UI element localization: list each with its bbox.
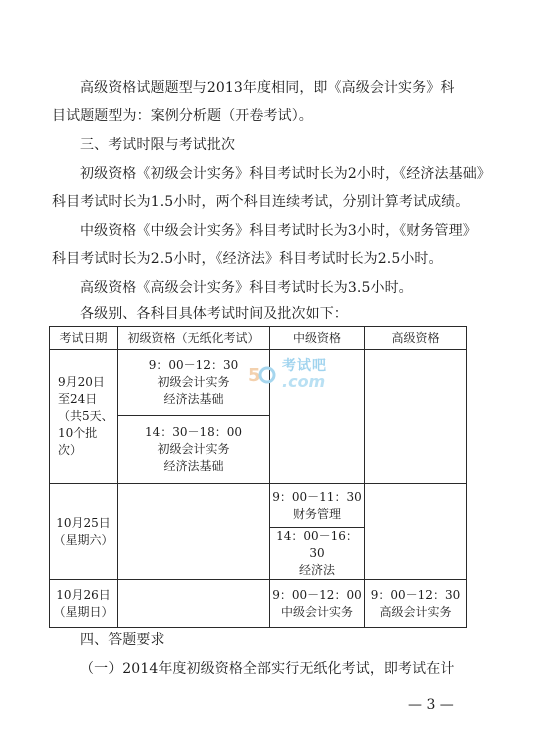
watermark-logo-icon (248, 361, 278, 387)
intermediate-session-cell (270, 580, 365, 628)
subject-name: 中级会计实务 (280, 604, 353, 619)
paragraph-line: 各级别、各科目具体考试时间及批次如下： (80, 306, 348, 322)
intermediate-session-cell (270, 528, 365, 580)
subject-name: 经济法 (298, 563, 335, 577)
date-cell: 9月20日至24日（共5天、10个批次） (50, 350, 118, 484)
subject-name: 经济法基础 (163, 459, 224, 473)
session-time: 9：00－12：30 (148, 358, 239, 372)
subject-name: 高级会计实务 (379, 604, 452, 619)
section-heading: 三、考试时限与考试批次 (80, 137, 236, 153)
table-header-cell: 中级资格 (270, 327, 365, 350)
subject-name: 初级会计实务 (157, 442, 230, 456)
paragraph-line: 科目考试时长为2.5小时，《经济法》科目考试时长为2.5小时。 (52, 251, 443, 267)
subject-name: 初级会计实务 (157, 375, 230, 389)
session-time: 14：30－18：00 (144, 425, 243, 439)
svg-text:5: 5 (248, 365, 261, 386)
paragraph-line: 高级资格《高级会计实务》科目考试时长为3.5小时。 (80, 280, 413, 296)
empty-cell (365, 484, 467, 580)
empty-cell (118, 484, 270, 580)
date-line: 10月25日 (56, 515, 111, 530)
session-time: 9：00－12：00 (272, 587, 362, 602)
page-number: — 3 — (408, 697, 454, 713)
table-header-cell: 考试日期 (50, 327, 118, 350)
table-header-cell: 高级资格 (365, 327, 467, 350)
empty-cell (365, 350, 467, 484)
session-time: 14：00－16：30 (276, 529, 358, 560)
section-heading: 四、答题要求 (80, 632, 165, 648)
weekday-line: （星期日） (53, 604, 114, 619)
primary-session-cell (118, 416, 270, 484)
paragraph-line: （一）2014年度初级资格全部实行无纸化考试，即考试在计 (80, 661, 455, 677)
watermark (248, 355, 360, 395)
senior-session-cell (365, 580, 467, 628)
session-time: 9：00－12：30 (370, 587, 461, 602)
intermediate-session-cell (270, 484, 365, 528)
paragraph-line: 科目考试时长为1.5小时，两个科目连续考试，分别计算考试成绩。 (52, 194, 470, 210)
primary-session-cell (118, 350, 270, 416)
table-row (50, 484, 467, 528)
watermark-text: 考试吧 (282, 358, 327, 374)
subject-name: 财务管理 (292, 506, 341, 521)
paragraph-line: 中级资格《中级会计实务》科目考试时长为3小时，《财务管理》 (80, 223, 477, 239)
empty-cell (118, 580, 270, 628)
subject-name: 经济法基础 (163, 392, 224, 406)
paragraph-line: 目试题题型为：案例分析题（开卷考试）。 (52, 108, 313, 124)
watermark-domain: .com (282, 372, 326, 391)
table-row (50, 580, 467, 628)
session-time: 9：00－11：30 (272, 489, 362, 504)
table-header-row (50, 327, 467, 350)
paragraph-line: 初级资格《初级会计实务》科目考试时长为2小时，《经济法基础》 (80, 166, 491, 182)
date-cell (50, 580, 118, 628)
date-cell (50, 484, 118, 580)
table-header-cell: 初级资格（无纸化考试） (118, 327, 270, 350)
weekday-line: （星期六） (53, 532, 114, 547)
date-line: 10月26日 (56, 587, 111, 602)
paragraph-line: 高级资格试题题型与2013年度相同，即《高级会计实务》科 (80, 80, 455, 96)
